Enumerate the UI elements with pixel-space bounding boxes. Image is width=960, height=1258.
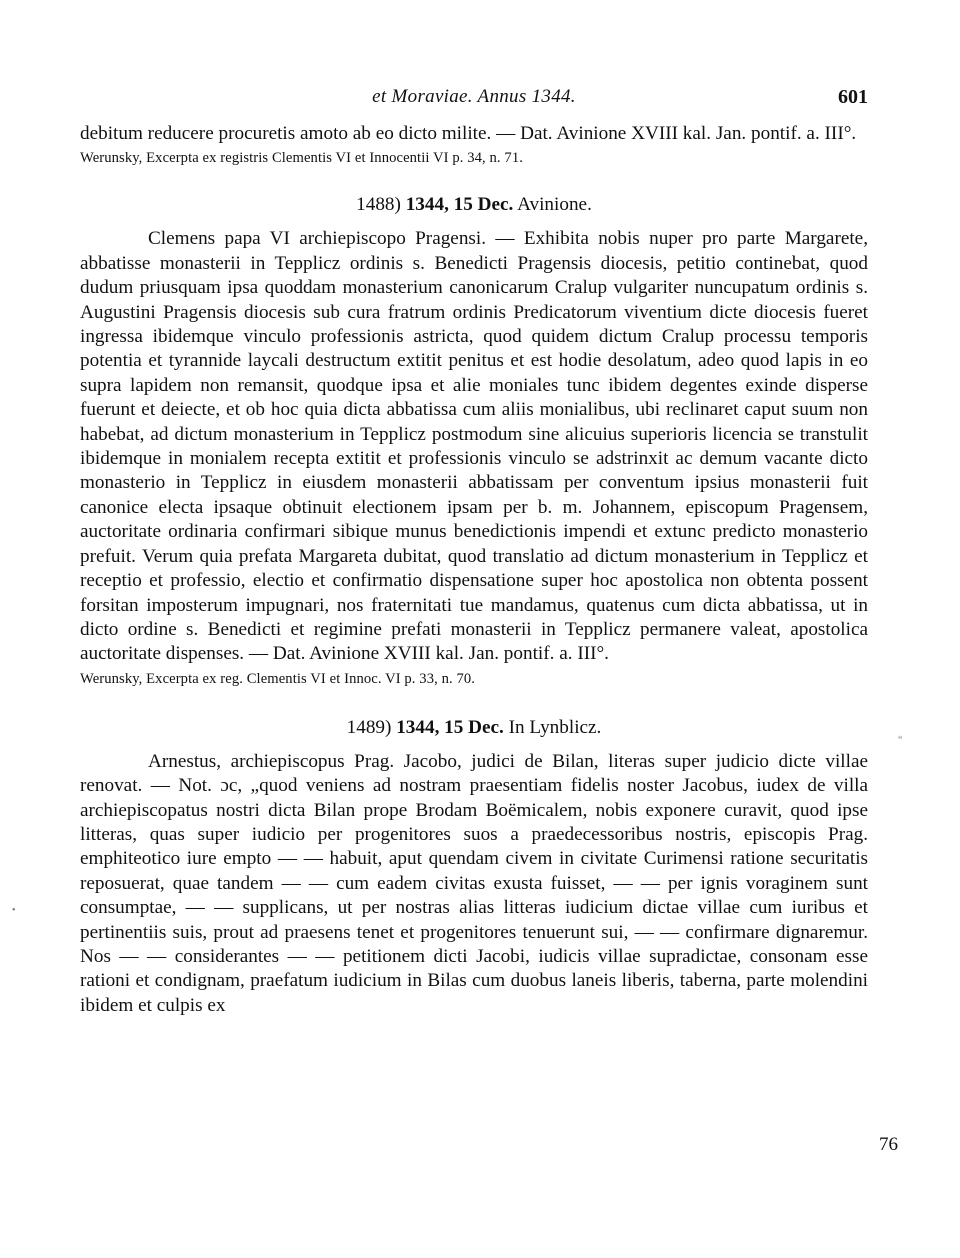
entry-date: 1344, 15 Dec. [396,716,504,738]
continuation-paragraph: debitum reducere procuretis amoto ab eo dicto milite. — Dat. Avinione XVIII kal. Jan. pontif. a. III°. [80,123,857,144]
page-number: 601 [838,86,868,108]
entry-place: Avinione. [517,194,592,216]
entry-place: In Lynblicz. [508,716,602,738]
entry-body-1488: Clemens papa VI archiepiscopo Pragensi. — Exhibita nobis nuper pro parte Margarete, abbatisse monasterii in Tepplicz ordinis s. Benedicti Pragensis diocesis, petitio continebat, quod dudum priusquam ipsa quoddam monasterium canonicarum Cralup vulgariter nuncupatum ordinis s. Augustini Pragensis diocesis sub cura fratrum ordinis Predicatorum viventium dicte diocesis fueret ingressa ibidemque vinculo professionis astricta, quod quidem dictum Cralup processu temporis potentia et tyrannide laycali destructum extitit penitus et est hodie desolatum, adeo quod lapis in eo supra lapidem non remansit, quodque ipsa et alie moniales tunc ibidem degentes exinde disperse fuerunt et deiecte, et ob hoc quia dicta abbatissa cum aliis monialibus, ubi reclinaret caput suum non habebat, ad dictum monasterium in Tepplicz postmodum sine alicuius superioris licencia se transtulit ibidemque in monialem recepta extitit et professionis vinculo se adstrinxit ac demum vacante dicto monasterio in Tepplicz in eiusdem monasterii abbatissam per conventum ipsius monasterii fuit canonice electa ipsaque obtinuit electionem ipsam per b. m. Johannem, episcopum Pragensem, auctoritate ordinaria confirmari sibique munus benedictionis impendi et extunc predicto monasterio prefuit. Verum quia prefata Margareta dubitat, quod translatio ad dictum monasterium in Tepplicz et receptio et professio, electio et confirmatio dispensatione super hoc apostolica non obtenta possent forsitan imposterum impugnari, nos fraternitati tue mandamus, quatenus cum dicta abbatissa, ut in dicto ordine s. Benedicti et regimine prefati monasterii in Tepplicz permanere valeat, apostolica auctoritate dispenses. — Dat. Avinione XVIII kal. Jan. pontif. a. III°. [80,228,868,665]
entry-number: 1488) [356,194,401,216]
entry-heading-1489 [80,716,868,740]
margin-speck: • [12,905,16,916]
running-title: et Moraviae. Annus 1344. [372,86,576,107]
entry-date: 1344, 15 Dec. [405,194,514,216]
signature-mark: 76 [879,1134,898,1155]
page-header [80,86,868,122]
document-page [80,86,868,1018]
entry-source-1488: Werunsky, Excerpta ex reg. Clementis VI et Innoc. VI p. 33, n. 70. [80,670,476,687]
entry-number: 1489) [346,716,392,738]
margin-speck: “ [898,735,903,746]
entry-heading-1488 [80,193,868,217]
entry-body-1489: Arnestus, archiepiscopus Prag. Jacobo, judici de Bilan, literas super judicio dicte villae renovat. — Not. ɔc, „quod veniens ad nostram praesentiam fidelis noster Jacobus, iudex de villa archiepiscopatus nostri dicta Bilan prope Brodam Boëmicalem, nobis exponere curavit, quod ipse litteras, quas super iudicio per progenitores suos a praedecessoribus nostris, episcopis Prag. emphiteotico iure empto — — habuit, aput quendam civem in civitate Curimensi ratione securitatis reposuerat, quae tandem — — cum eadem civitas exusta fuisset, — — per ignis voraginem sunt consumptae, — — supplicans, ut per nostras alias litteras iudicium dictae villae cum iuribus et pertinentiis suis, prout ad praesens tenet et progenitores tenuerunt sui, — — confirmare dignaremur. Nos — — considerantes — — petitionem dicti Jacobi, iudicis villae supradictae, consonam esse rationi et condignam, praefatum iudicium in Bilas cum duobus laneis liberis, taberna, parte molendini ibidem et culpis ex [80,750,868,1016]
continuation-source: Werunsky, Excerpta ex registris Clementis VI et Innocentii VI p. 34, n. 71. [80,150,523,167]
